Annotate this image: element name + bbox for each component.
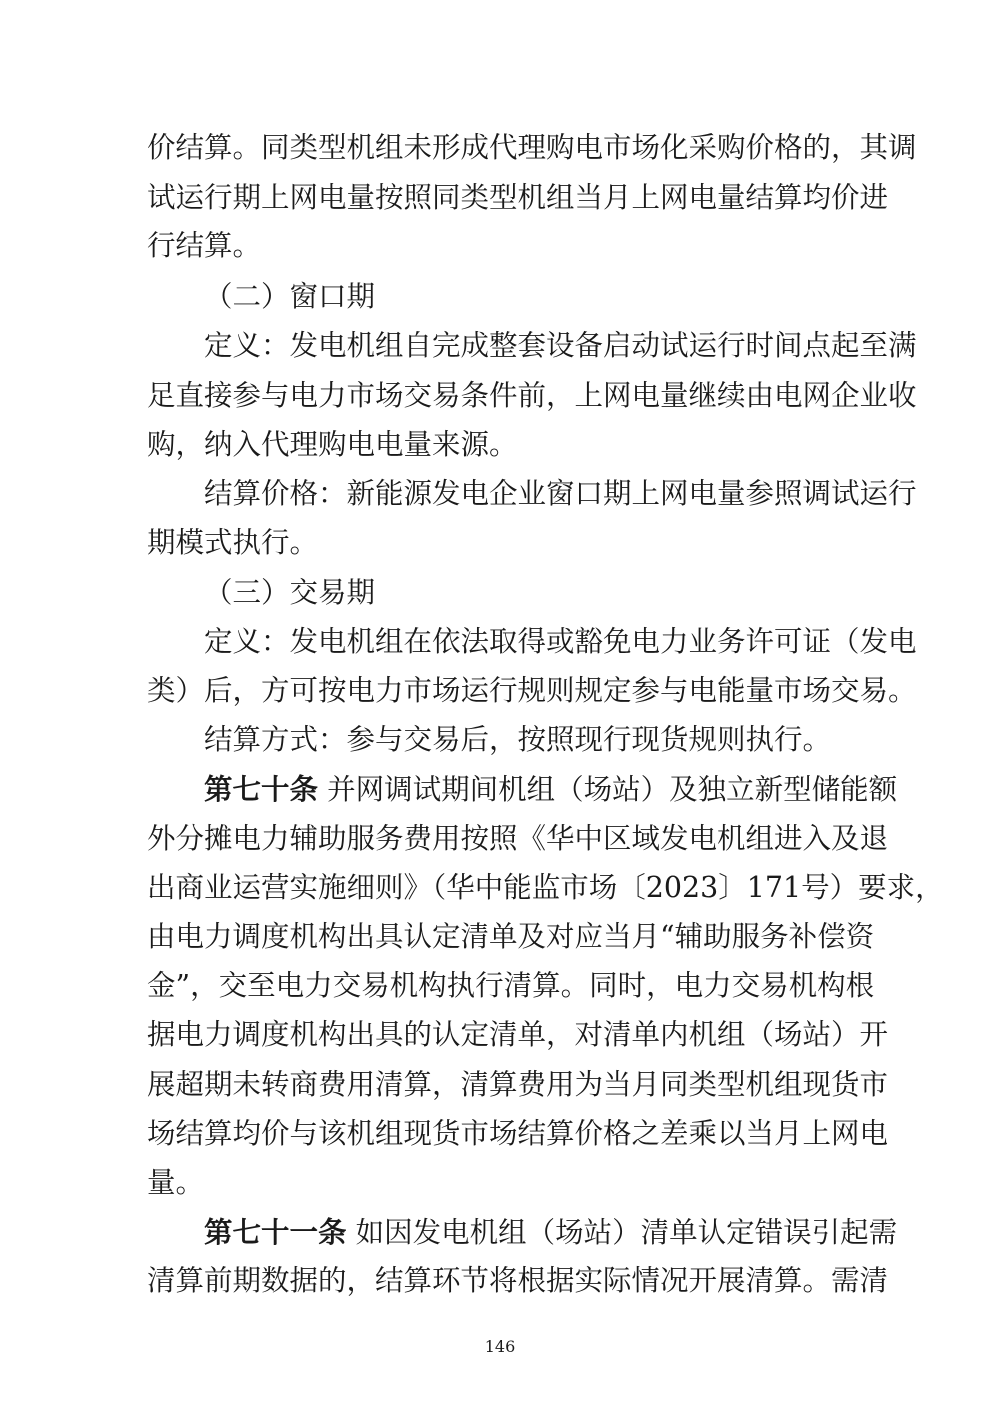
text-line: 行结算。 [147, 229, 262, 262]
text-line: 据电力调度机构出具的认定清单，对清单内机组（场站）开 [147, 1018, 889, 1051]
text-line: 展超期未转商费用清算，清算费用为当月同类型机组现货市 [147, 1068, 889, 1101]
text-line: 购，纳入代理购电电量来源。 [147, 428, 518, 461]
text-line: 出商业运营实施细则》（华中能监市场〔2023〕171号）要求， [147, 871, 944, 904]
text-line: 由电力调度机构出具认定清单及对应当月“辅助服务补偿资 [147, 920, 875, 953]
article-text: 并网调试期间机组（场站）及独立新型储能额 [327, 773, 898, 806]
text-line: 量。 [147, 1166, 205, 1199]
text-line: 定义：发电机组在依法取得或豁免电力业务许可证（发电 [204, 625, 917, 658]
article-line [204, 1208, 898, 1257]
text-line: 结算价格：新能源发电企业窗口期上网电量参照调试运行 [204, 477, 917, 510]
text-line: 类）后，方可按电力市场运行规则规定参与电能量市场交易。 [147, 674, 917, 707]
section-heading: （二）窗口期 [204, 280, 376, 313]
text-line: 价结算。同类型机组未形成代理购电市场化采购价格的，其调 [147, 131, 917, 164]
page-number: 146 [484, 1337, 516, 1356]
text-line: 清算前期数据的，结算环节将根据实际情况开展清算。需清 [147, 1264, 889, 1297]
text-line: 试运行期上网电量按照同类型机组当月上网电量结算均价进 [147, 181, 889, 214]
section-heading: （三）交易期 [204, 576, 376, 609]
article-text: 如因发电机组（场站）清单认定错误引起需 [355, 1216, 898, 1249]
text-line: 场结算均价与该机组现货市场结算价格之差乘以当月上网电 [147, 1117, 889, 1150]
text-line: 外分摊电力辅助服务费用按照《华中区域发电机组进入及退 [147, 822, 889, 855]
article-heading: 第七十条 [204, 772, 319, 806]
text-line: 定义：发电机组自完成整套设备启动试运行时间点起至满 [204, 329, 917, 362]
article-line [204, 765, 898, 814]
text-line: 期模式执行。 [147, 526, 319, 559]
text-line: 足直接参与电力市场交易条件前，上网电量继续由电网企业收 [147, 379, 917, 412]
text-line: 金”，交至电力交易机构执行清算。同时，电力交易机构根 [147, 969, 875, 1002]
text-line: 结算方式：参与交易后，按照现行现货规则执行。 [204, 723, 832, 756]
article-heading: 第七十一条 [204, 1215, 347, 1249]
